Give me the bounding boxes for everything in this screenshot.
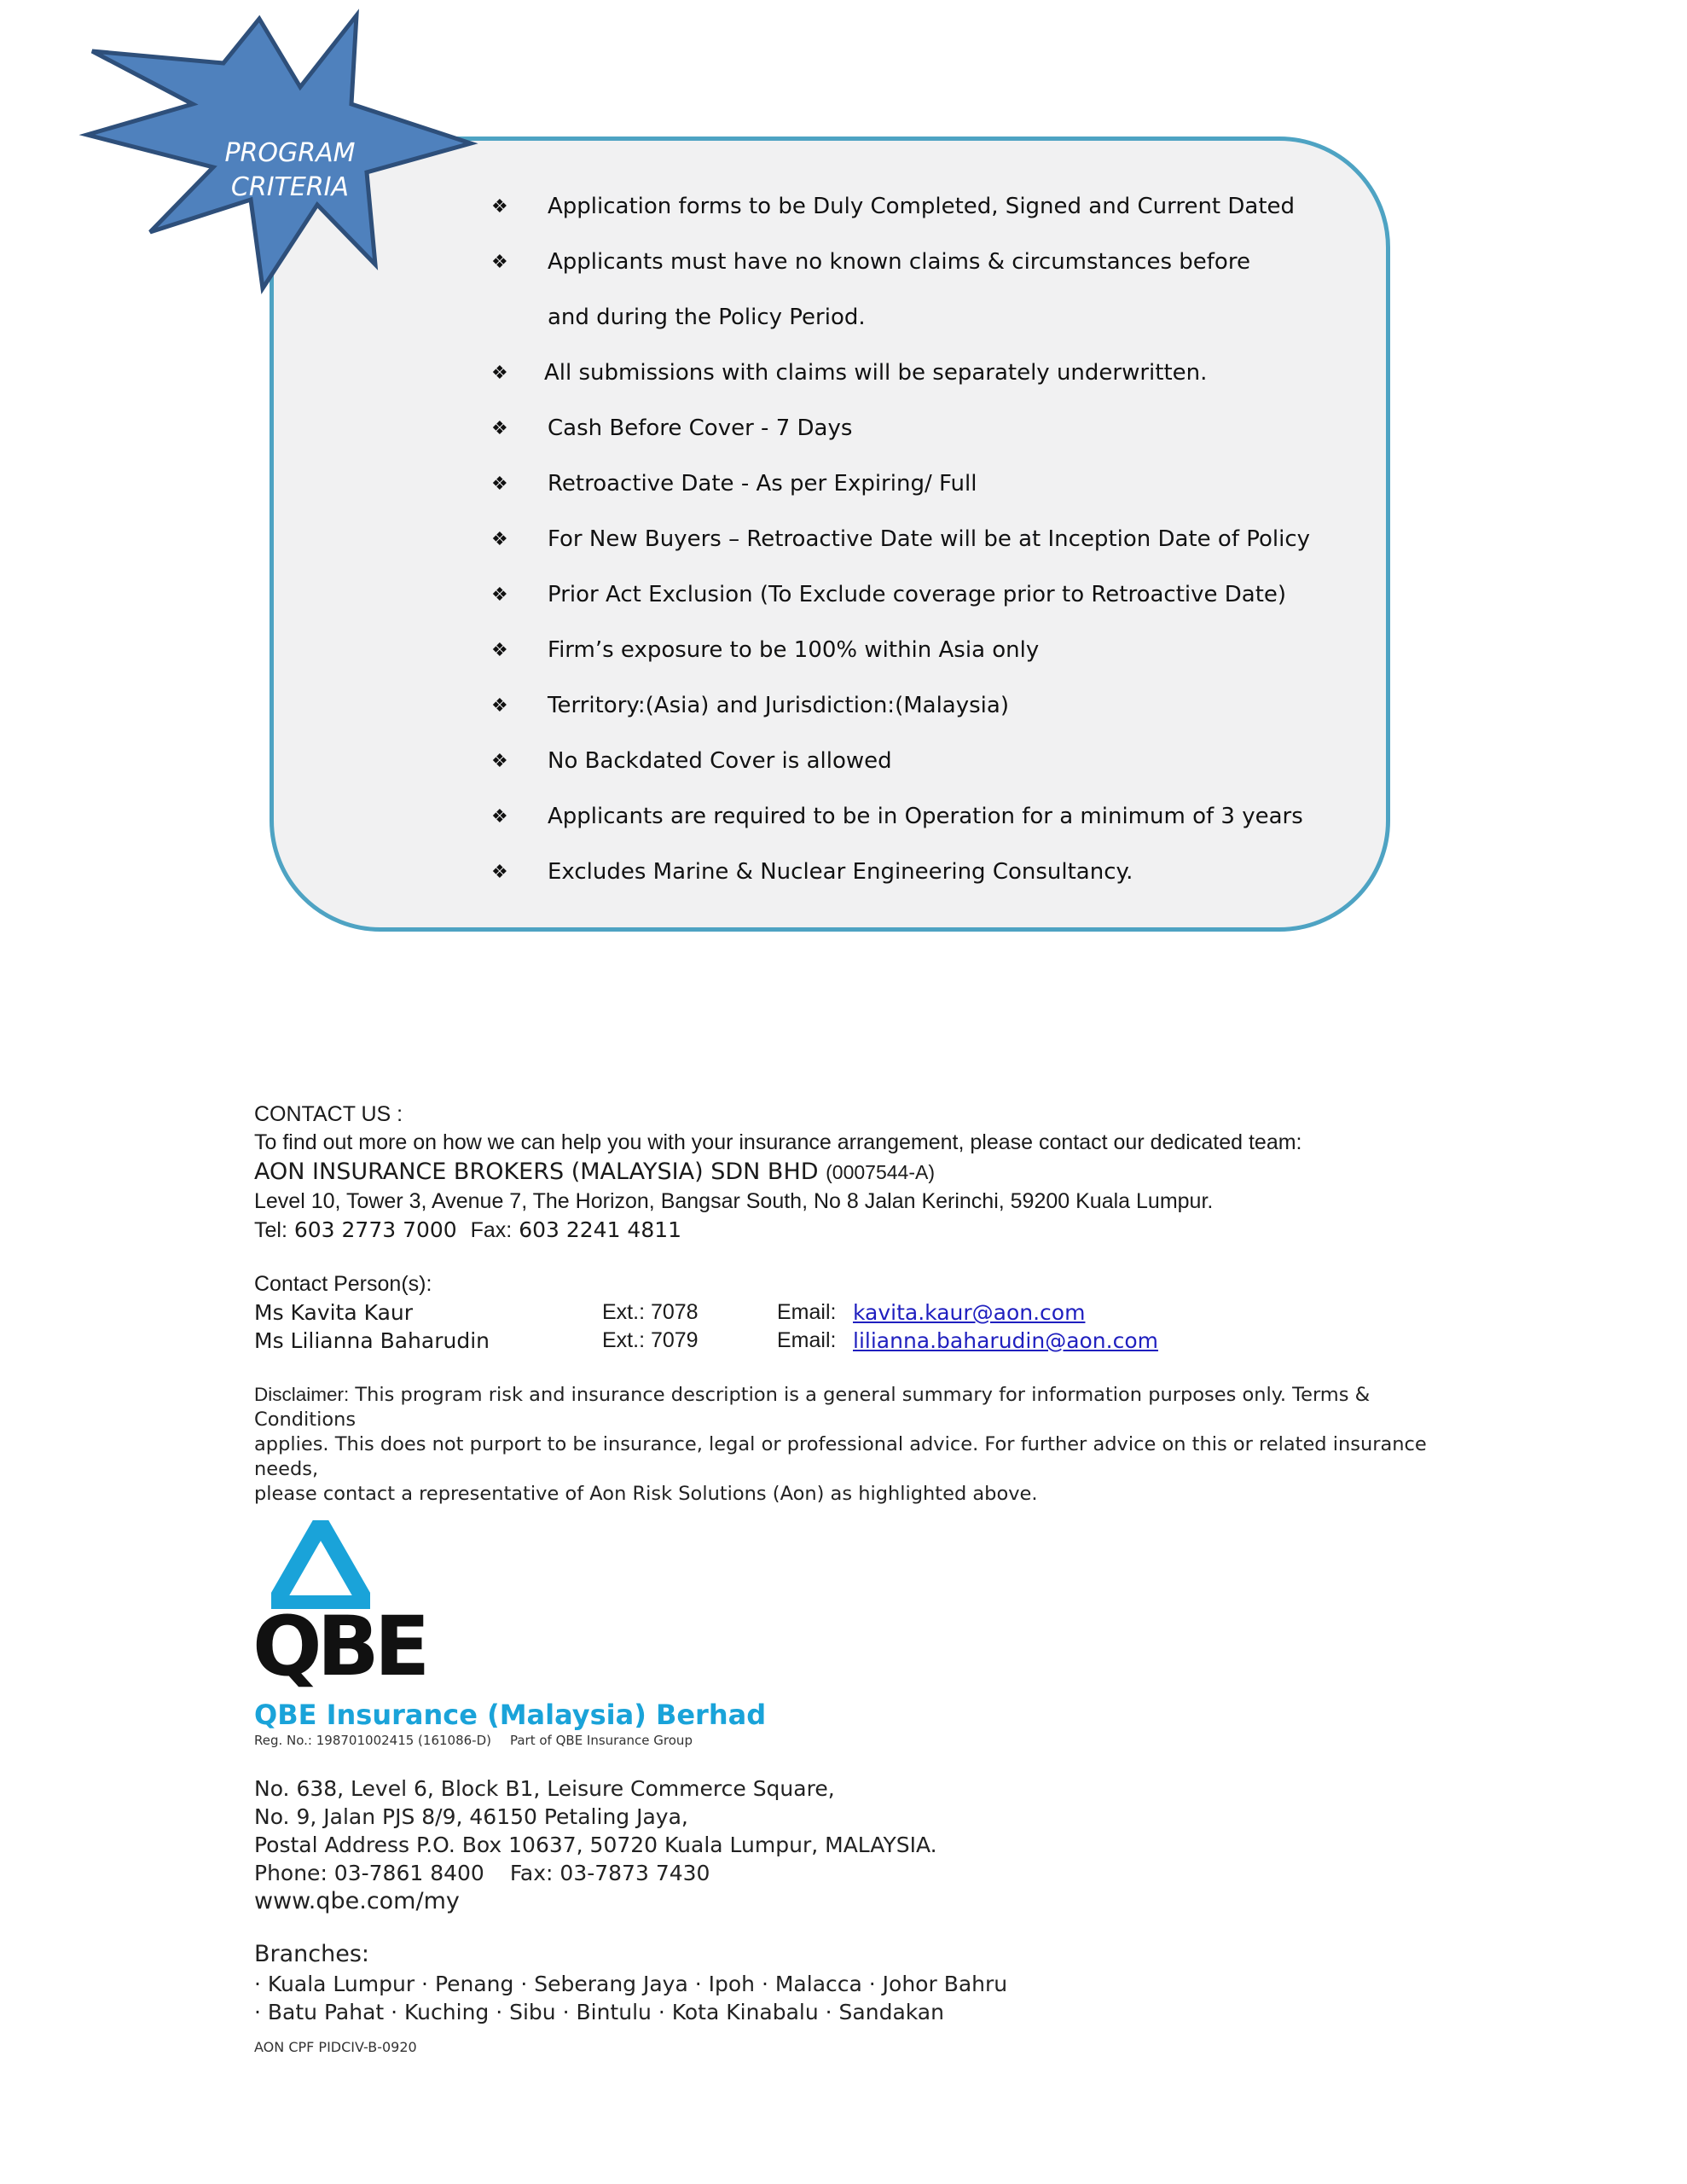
email-link[interactable]: kavita.kaur@aon.com xyxy=(853,1300,1086,1325)
qbe-logo-wordmark: QBE xyxy=(252,1599,426,1694)
criteria-item xyxy=(491,235,1344,290)
disclaimer-line xyxy=(254,1382,1440,1432)
aon-company-line xyxy=(254,1157,1448,1188)
program-criteria-badge xyxy=(179,136,401,205)
contact-person-row xyxy=(254,1298,1448,1327)
criteria-item-continuation xyxy=(491,290,1344,346)
tel-label: Tel: xyxy=(254,1218,287,1242)
criteria-text: Applicants must have no known claims & circumstances before xyxy=(548,249,1250,275)
diamond-bullet-icon: ❖ xyxy=(491,751,508,772)
qbe-address-line: Postal Address P.O. Box 10637, 50720 Kuala Lumpur, MALAYSIA. xyxy=(254,1833,937,1857)
disclaimer-text: This program risk and insurance description is a general summary for information purposes only. Terms & Conditions xyxy=(254,1384,1371,1431)
diamond-bullet-icon: ❖ xyxy=(491,529,508,550)
fax-label: Fax: xyxy=(470,1218,513,1242)
diamond-bullet-icon: ❖ xyxy=(491,418,508,439)
criteria-text: Excludes Marine & Nuclear Engineering Consultancy. xyxy=(548,859,1133,885)
criteria-item xyxy=(491,456,1344,512)
qbe-company-name: QBE Insurance (Malaysia) Berhad xyxy=(254,1699,767,1731)
criteria-text: Cash Before Cover - 7 Days xyxy=(548,415,853,441)
contact-person-row xyxy=(254,1327,1448,1355)
disclaimer xyxy=(254,1382,1440,1507)
qbe-address-block xyxy=(254,1774,937,1915)
aon-address: Level 10, Tower 3, Avenue 7, The Horizon, Bangsar South, No 8 Jalan Kerinchi, 59200 Kuala Lumpur. xyxy=(254,1189,1214,1213)
branches-block xyxy=(254,1939,1007,2026)
diamond-bullet-icon: ❖ xyxy=(491,473,508,495)
disclaimer-line: please contact a representative of Aon Risk Solutions (Aon) as highlighted above. xyxy=(254,1483,1038,1505)
diamond-bullet-icon: ❖ xyxy=(491,640,508,661)
qbe-fax: Fax: 03-7873 7430 xyxy=(509,1861,710,1885)
criteria-text: Applicants are required to be in Operation for a minimum of 3 years xyxy=(548,804,1303,829)
diamond-bullet-icon: ❖ xyxy=(491,862,508,883)
ext-number: 7078 xyxy=(650,1300,699,1324)
qbe-reg-line xyxy=(254,1732,693,1749)
qbe-website-link[interactable]: www.qbe.com/my xyxy=(254,1888,460,1914)
criteria-item xyxy=(491,567,1344,623)
diamond-bullet-icon: ❖ xyxy=(491,196,508,218)
badge-line1: PROGRAM xyxy=(224,138,356,168)
ext-label: Ext.: xyxy=(602,1328,646,1352)
contact-persons-heading: Contact Person(s): xyxy=(254,1272,432,1296)
criteria-item xyxy=(491,623,1344,678)
qbe-phone-line xyxy=(254,1859,937,1887)
ext-label: Ext.: xyxy=(602,1300,646,1324)
diamond-bullet-icon: ❖ xyxy=(491,806,508,828)
person-name: Ms Kavita Kaur xyxy=(254,1300,414,1325)
qbe-phone: Phone: 03-7861 8400 xyxy=(254,1861,484,1885)
criteria-item xyxy=(491,678,1344,734)
criteria-item xyxy=(491,845,1344,900)
criteria-item xyxy=(491,346,1344,401)
criteria-list xyxy=(491,179,1344,900)
branches-title: Branches: xyxy=(254,1941,370,1967)
aon-company-name: AON INSURANCE BROKERS (MALAYSIA) SDN BHD xyxy=(254,1159,819,1185)
qbe-address-line: No. 638, Level 6, Block B1, Leisure Commerce Square, xyxy=(254,1776,835,1801)
disclaimer-label: Disclaimer: xyxy=(254,1384,350,1405)
criteria-text: and during the Policy Period. xyxy=(548,305,866,330)
criteria-text: Application forms to be Duly Completed, Signed and Current Dated xyxy=(548,194,1296,219)
qbe-group: Part of QBE Insurance Group xyxy=(509,1733,693,1748)
email-label: Email: xyxy=(777,1328,837,1352)
contact-heading: CONTACT US : xyxy=(254,1102,403,1126)
qbe-address-line: No. 9, Jalan PJS 8/9, 46150 Petaling Jaya, xyxy=(254,1804,688,1829)
ext-number: 7079 xyxy=(650,1328,699,1352)
qbe-emblem-icon xyxy=(271,1520,370,1609)
badge-line2: CRITERIA xyxy=(230,172,350,202)
tel-number: 603 2773 7000 xyxy=(293,1217,457,1242)
diamond-bullet-icon: ❖ xyxy=(491,695,508,717)
branches-line: · Batu Pahat · Kuching · Sibu · Bintulu · Kota Kinabalu · Sandakan xyxy=(254,2000,944,2024)
criteria-item xyxy=(491,734,1344,789)
aon-company-reg: (0007544-A) xyxy=(826,1161,935,1183)
person-ext xyxy=(602,1298,699,1327)
aon-phone-line xyxy=(254,1216,1448,1245)
criteria-item xyxy=(491,512,1344,567)
disclaimer-line: applies. This does not purport to be insurance, legal or professional advice. For further advice on this or related insurance needs, xyxy=(254,1433,1427,1480)
contact-section xyxy=(254,1101,1448,1355)
qbe-reg-number: Reg. No.: 198701002415 (161086-D) xyxy=(254,1733,491,1748)
contact-intro: To find out more on how we can help you with your insurance arrangement, please contact our dedicated team: xyxy=(254,1130,1302,1154)
person-name: Ms Lilianna Baharudin xyxy=(254,1328,490,1353)
diamond-bullet-icon: ❖ xyxy=(491,584,508,606)
criteria-text: Prior Act Exclusion (To Exclude coverage prior to Retroactive Date) xyxy=(548,582,1287,607)
criteria-item xyxy=(491,789,1344,845)
criteria-text: All submissions with claims will be separately underwritten. xyxy=(544,360,1208,386)
criteria-text: Territory:(Asia) and Jurisdiction:(Malaysia) xyxy=(548,693,1009,718)
email-label: Email: xyxy=(777,1300,837,1324)
person-ext xyxy=(602,1327,699,1355)
criteria-item xyxy=(491,401,1344,456)
criteria-text: Firm’s exposure to be 100% within Asia only xyxy=(548,637,1040,663)
criteria-text: Retroactive Date - As per Expiring/ Full xyxy=(548,471,977,497)
criteria-item xyxy=(491,179,1344,235)
document-code: AON CPF PIDCIV-B-0920 xyxy=(254,2039,417,2055)
email-link[interactable]: lilianna.baharudin@aon.com xyxy=(853,1328,1158,1353)
branches-line: · Kuala Lumpur · Penang · Seberang Jaya · Ipoh · Malacca · Johor Bahru xyxy=(254,1972,1008,1996)
diamond-bullet-icon: ❖ xyxy=(491,252,508,273)
criteria-text: For New Buyers – Retroactive Date will be at Inception Date of Policy xyxy=(548,526,1311,552)
criteria-text: No Backdated Cover is allowed xyxy=(548,748,892,774)
fax-number: 603 2241 4811 xyxy=(519,1217,682,1242)
diamond-bullet-icon: ❖ xyxy=(491,363,508,384)
